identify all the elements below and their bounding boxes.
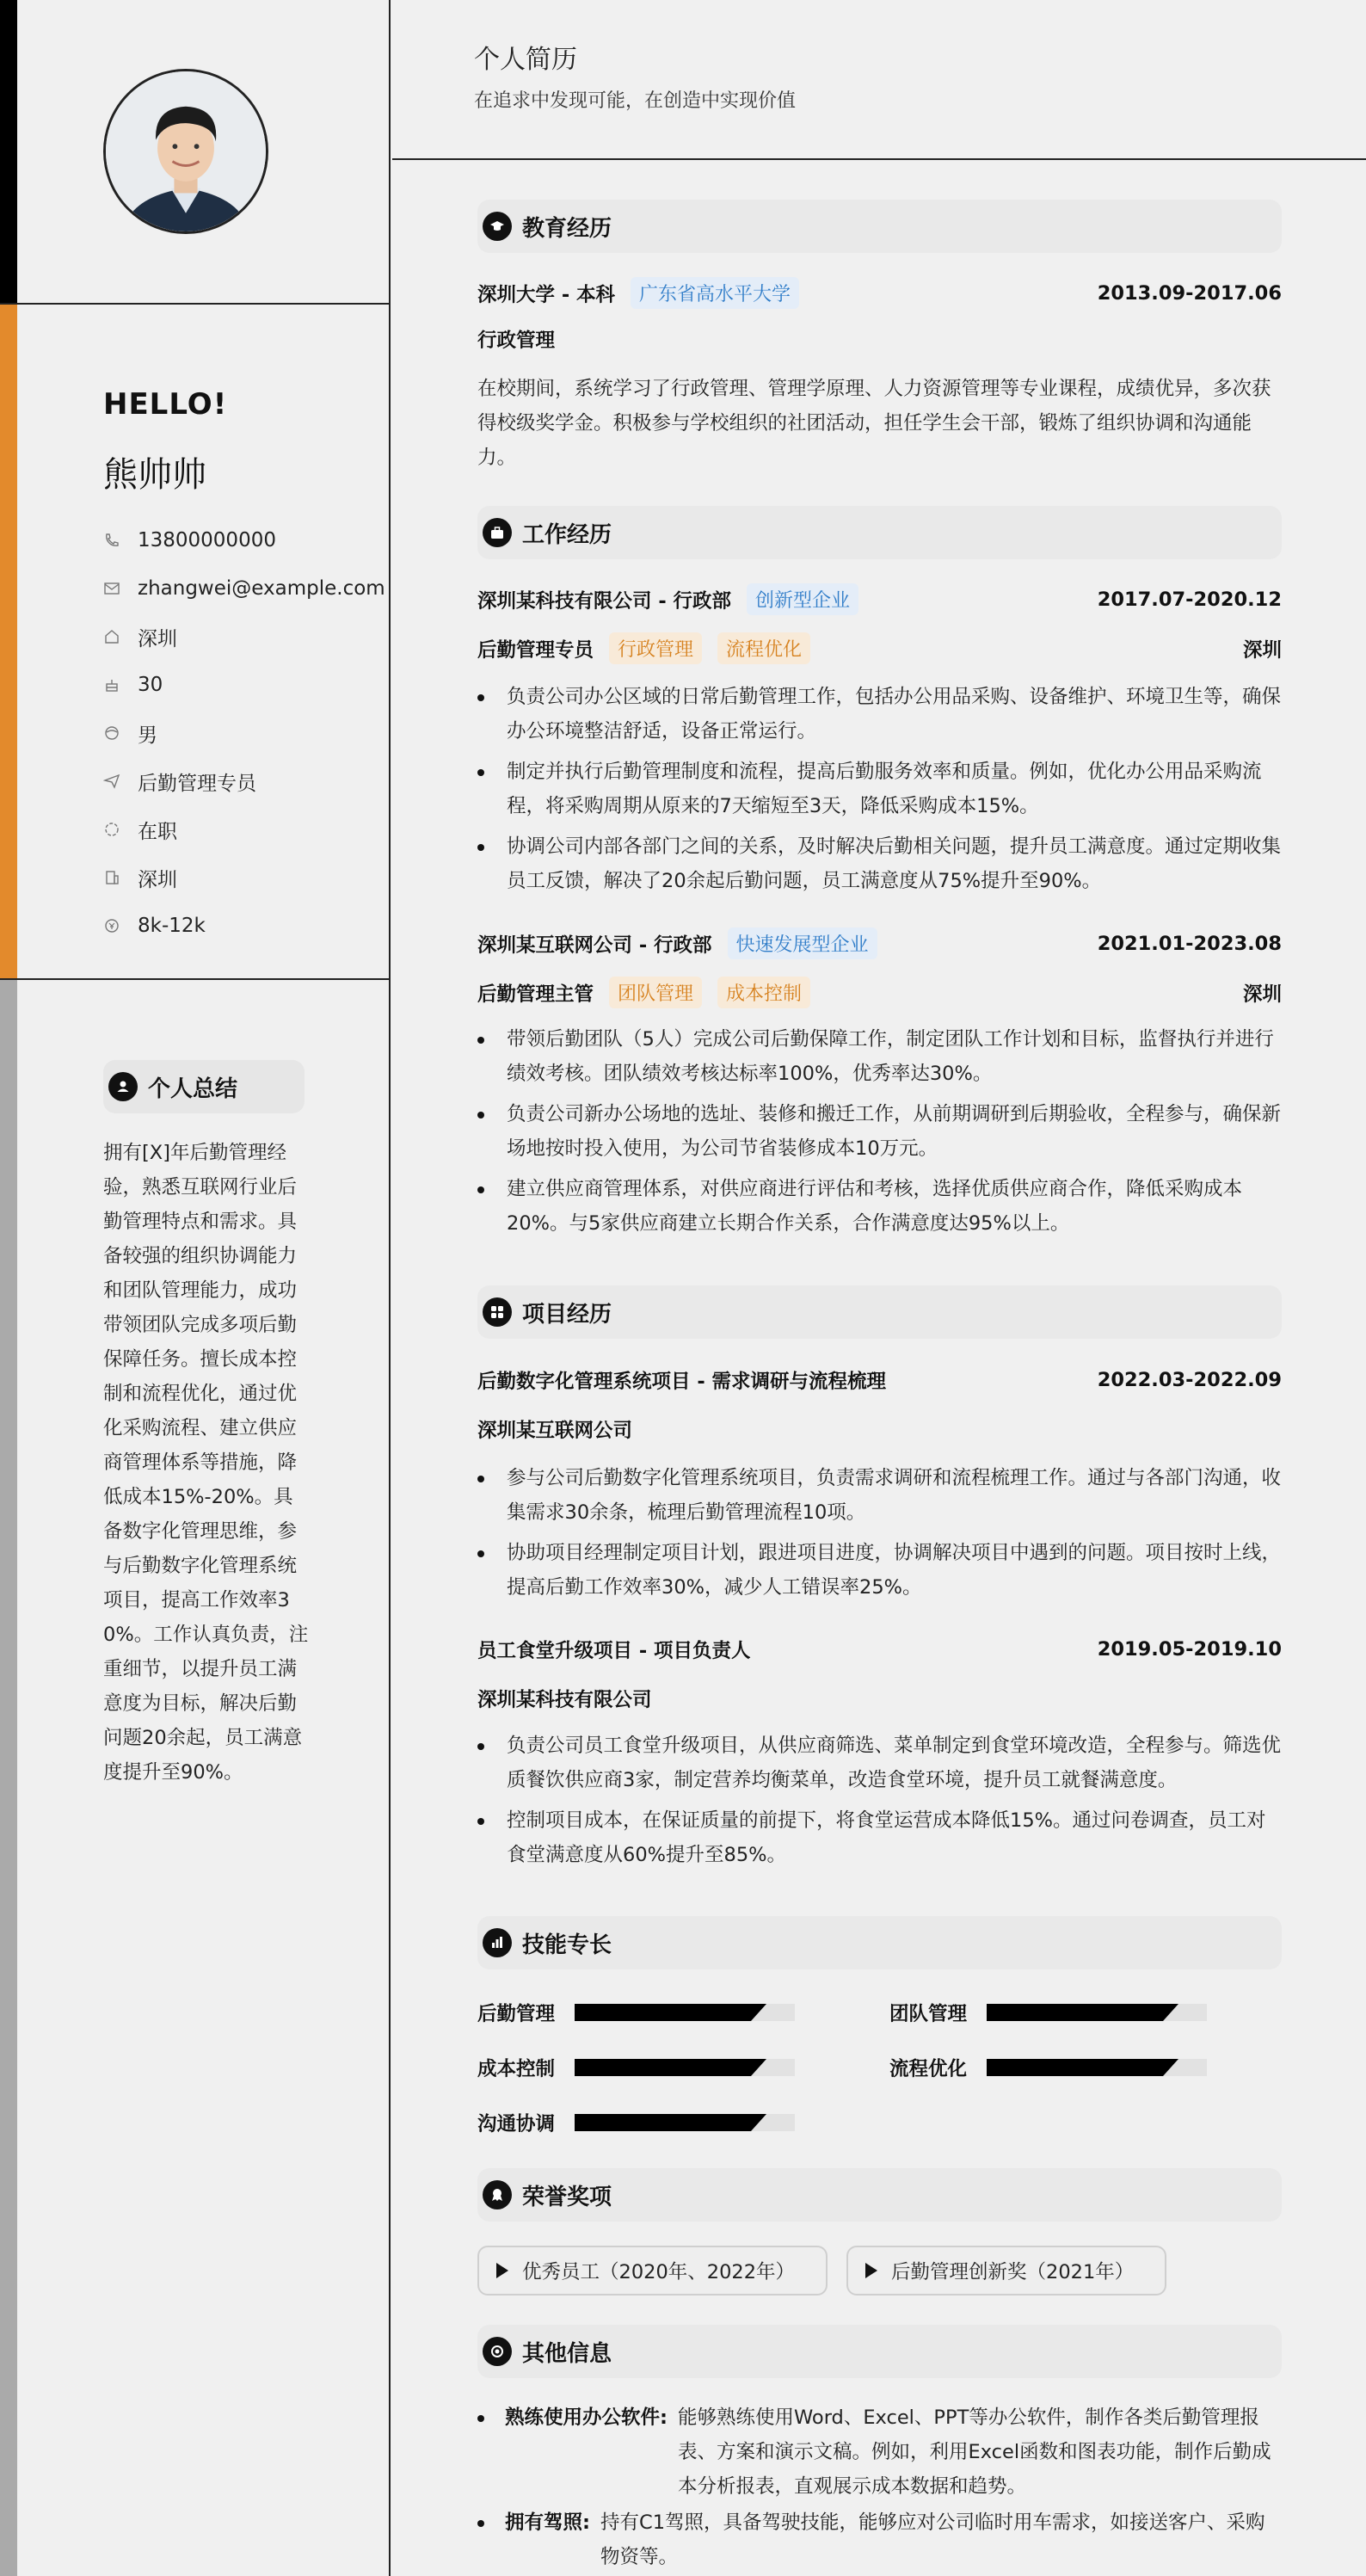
list-item: 带领后勤团队（5人）完成公司后勤保障工作，制定团队工作计划和目标，监督执行并进行绩效考核。团队绩效考核达标率100%，优秀率达30%。 bbox=[477, 1022, 1282, 1091]
education-major-row bbox=[477, 325, 1282, 353]
skill-label: 成本控制 bbox=[477, 2058, 556, 2080]
job-company-tag: 创新型企业 bbox=[747, 583, 858, 615]
triangle-icon bbox=[496, 2263, 508, 2278]
job-company: 深圳某互联网公司 - 行政部 bbox=[477, 934, 712, 957]
list-item: 负责公司办公区域的日常后勤管理工作，包括办公用品采购、设备维护、环境卫生等，确保办公环境整洁舒适，设备正常运行。 bbox=[477, 680, 1282, 749]
list-item: 负责公司员工食堂升级项目，从供应商筛选、菜单制定到食堂环境改造，全程参与。筛选优质餐饮供应商3家，制定营养均衡菜单，改造食堂环境，提升员工就餐满意度。 bbox=[477, 1729, 1282, 1797]
project-row bbox=[477, 1366, 1282, 1394]
skill-item bbox=[477, 1999, 795, 2026]
sidebar-stripe-gray bbox=[0, 980, 17, 2576]
education-school: 深圳大学 - 本科 bbox=[477, 283, 616, 306]
award-label: 后勤管理创新奖（2021年） bbox=[891, 2261, 1135, 2283]
work-heading bbox=[477, 506, 1282, 559]
building-icon bbox=[103, 869, 138, 886]
award-item bbox=[477, 2246, 828, 2296]
list-item: 控制项目成本，在保证质量的前提下，将食堂运营成本降低15%。通过问卷调查，员工对食堂满意度从60%提升至85%。 bbox=[477, 1803, 1282, 1872]
project-company-row bbox=[477, 1685, 1282, 1712]
skill-bar bbox=[987, 2059, 1207, 2076]
other-value: 持有C1驾照，具备驾驶技能，能够应对公司临时用车需求，如接送客户、采购物资等。 bbox=[600, 2511, 1265, 2568]
user-icon bbox=[108, 1072, 138, 1101]
education-major: 行政管理 bbox=[477, 330, 556, 352]
page-subtitle: 在追求中发现可能，在创造中实现价值 bbox=[474, 90, 797, 112]
work-title: 工作经历 bbox=[522, 521, 612, 548]
list-item: 参与公司后勤数字化管理系统项目，负责需求调研和流程梳理工作。通过与各部门沟通，收集需求30余条，梳理后勤管理流程10项。 bbox=[477, 1461, 1282, 1530]
send-icon bbox=[103, 773, 138, 790]
education-title: 教育经历 bbox=[522, 215, 612, 242]
job-skill-tag: 成本控制 bbox=[717, 977, 810, 1008]
info-city-text: 深圳 bbox=[138, 868, 177, 891]
job-city: 深圳 bbox=[1242, 983, 1282, 1006]
job-skill-tag: 团队管理 bbox=[609, 977, 702, 1008]
job-date: 2017.07-2020.12 bbox=[1097, 588, 1282, 611]
list-item: 协调公司内部各部门之间的关系，及时解决后勤相关问题，提升员工满意度。通过定期收集员工反馈，解决了20余起后勤问题，员工满意度从75%提升至90%。 bbox=[477, 829, 1282, 898]
page-title: 个人简历 bbox=[474, 45, 577, 75]
job-city: 深圳 bbox=[1242, 638, 1282, 662]
info-status bbox=[103, 805, 385, 854]
list-item: 建立供应商管理体系，对供应商进行评估和考核，选择优质供应商合作，降低采购成本20%。与5家供应商建立长期合作关系，合作满意度达95%以上。 bbox=[477, 1172, 1282, 1241]
job-bullets bbox=[477, 680, 1282, 904]
status-icon bbox=[103, 821, 138, 838]
badge-icon bbox=[483, 2337, 512, 2366]
sidebar-stripe-black bbox=[0, 0, 17, 305]
skill-bar bbox=[987, 2004, 1207, 2021]
sidebar bbox=[0, 0, 391, 2576]
others-list bbox=[477, 2400, 1282, 2576]
summary-heading bbox=[103, 1060, 305, 1113]
triangle-icon bbox=[865, 2263, 877, 2278]
awards-heading bbox=[477, 2168, 1282, 2222]
job-row bbox=[477, 927, 1282, 959]
summary-title: 个人总结 bbox=[148, 1075, 238, 1102]
skill-label: 团队管理 bbox=[889, 2003, 968, 2025]
skills-heading bbox=[477, 1916, 1282, 1969]
job-date: 2021.01-2023.08 bbox=[1097, 932, 1282, 955]
education-tag: 广东省高水平大学 bbox=[631, 277, 799, 309]
bar-chart-icon bbox=[483, 1928, 512, 1957]
skill-label: 流程优化 bbox=[889, 2058, 968, 2080]
list-item bbox=[477, 2505, 1282, 2574]
salary-icon bbox=[103, 917, 138, 934]
other-value: 能够熟练使用Word、Excel、PPT等办公软件，制作各类后勤管理报表、方案和演示文稿。例如，利用Excel函数和图表功能，制作后勤成本分析报表，直观展示成本数据和趋势。 bbox=[678, 2407, 1271, 2498]
skill-item bbox=[889, 1999, 1207, 2026]
list-item bbox=[477, 2400, 1282, 2504]
award-icon bbox=[483, 2180, 512, 2209]
info-position bbox=[103, 757, 385, 805]
candidate-name: 熊帅帅 bbox=[103, 455, 206, 495]
contact-info-list bbox=[103, 516, 385, 950]
projects-title: 项目经历 bbox=[522, 1301, 612, 1328]
projects-heading bbox=[477, 1285, 1282, 1339]
skill-item bbox=[889, 2054, 1207, 2081]
mail-icon bbox=[103, 580, 138, 597]
skill-bar bbox=[575, 2114, 795, 2131]
others-heading bbox=[477, 2325, 1282, 2378]
skill-label: 后勤管理 bbox=[477, 2003, 556, 2025]
skill-label: 沟通协调 bbox=[477, 2113, 556, 2135]
cake-icon bbox=[103, 676, 138, 693]
project-name: 员工食堂升级项目 - 项目负责人 bbox=[477, 1640, 751, 1662]
info-email bbox=[103, 564, 385, 613]
job-position: 后勤管理主管 bbox=[477, 983, 594, 1006]
education-heading bbox=[477, 200, 1282, 253]
info-salary-text: 8k-12k bbox=[138, 915, 206, 937]
other-key: 熟练使用办公软件: bbox=[505, 2407, 668, 2429]
job-bullets bbox=[477, 1022, 1282, 1247]
project-bullets bbox=[477, 1461, 1282, 1611]
project-row bbox=[477, 1636, 1282, 1663]
skill-item bbox=[477, 2109, 795, 2136]
info-position-text: 后勤管理专员 bbox=[138, 772, 256, 795]
info-city bbox=[103, 854, 385, 902]
info-status-text: 在职 bbox=[138, 820, 177, 843]
award-label: 优秀员工（2020年、2022年） bbox=[522, 2261, 796, 2283]
award-item bbox=[846, 2246, 1166, 2296]
project-date: 2022.03-2022.09 bbox=[1097, 1369, 1282, 1391]
project-bullets bbox=[477, 1729, 1282, 1878]
resume-header bbox=[392, 0, 1366, 160]
home-icon bbox=[103, 628, 138, 645]
avatar-portrait-icon bbox=[106, 71, 266, 231]
job-company-tag: 快速发展型企业 bbox=[728, 927, 877, 959]
other-key: 拥有驾照: bbox=[505, 2511, 590, 2534]
sidebar-stripe-orange bbox=[0, 305, 17, 980]
job-skill-tag: 行政管理 bbox=[609, 632, 702, 664]
sidebar-divider bbox=[0, 303, 391, 305]
info-phone bbox=[103, 516, 385, 564]
phone-icon bbox=[103, 532, 138, 549]
project-date: 2019.05-2019.10 bbox=[1097, 1638, 1282, 1661]
info-age bbox=[103, 661, 385, 709]
skill-bar bbox=[575, 2059, 795, 2076]
sidebar-divider bbox=[0, 978, 391, 980]
education-description: 在校期间，系统学习了行政管理、管理学原理、人力资源管理等专业课程，成绩优异，多次获得校级奖学金。积极参与学校组织的社团活动，担任学生会干部，锻炼了组织协调和沟通能力。 bbox=[477, 378, 1271, 469]
info-phone-text: 13800000000 bbox=[138, 529, 276, 552]
skills-title: 技能专长 bbox=[522, 1932, 612, 1958]
awards-title: 荣誉奖项 bbox=[522, 2184, 612, 2210]
info-gender-text: 男 bbox=[138, 724, 157, 747]
job-skill-tag: 流程优化 bbox=[717, 632, 810, 664]
summary-text: 拥有[X]年后勤管理经验，熟悉互联网行业后勤管理特点和需求。具备较强的组织协调能力和团队管理能力，成功带领团队完成多项后勤保障任务。擅长成本控制和流程优化，通过优化采购流程、建立供应商管理体系等措施，降低成本15%-20%。具备数字化管理思维，参与后勤数字化管理系统项目，提高工作效率30%。工作认真负责，注重细节，以提升员工满意度为目标，解决后勤问题20余起，员工满意度提升至90%。 bbox=[103, 1142, 309, 1784]
skill-item bbox=[477, 2054, 795, 2081]
avatar bbox=[103, 69, 268, 234]
info-home-text: 深圳 bbox=[138, 627, 177, 650]
education-date: 2013.09-2017.06 bbox=[1097, 281, 1282, 305]
project-company: 深圳某互联网公司 bbox=[477, 1420, 633, 1442]
briefcase-icon bbox=[483, 518, 512, 547]
info-email-text: zhangwei@example.com bbox=[138, 577, 385, 600]
info-salary bbox=[103, 902, 385, 950]
others-title: 其他信息 bbox=[522, 2340, 612, 2367]
list-item: 制定并执行后勤管理制度和流程，提高后勤服务效率和质量。例如，优化办公用品采购流程，将采购周期从原来的7天缩短至3天，降低采购成本15%。 bbox=[477, 755, 1282, 823]
grid-icon bbox=[483, 1297, 512, 1327]
graduation-cap-icon bbox=[483, 212, 512, 241]
education-row bbox=[477, 277, 1282, 309]
info-home bbox=[103, 613, 385, 661]
job-position: 后勤管理专员 bbox=[477, 638, 594, 662]
list-item: 负责公司新办公场地的选址、装修和搬迁工作，从前期调研到后期验收，全程参与，确保新场地按时投入使用，为公司节省装修成本10万元。 bbox=[477, 1097, 1282, 1166]
project-name: 后勤数字化管理系统项目 - 需求调研与流程梳理 bbox=[477, 1371, 887, 1393]
project-company-row bbox=[477, 1415, 1282, 1443]
job-company: 深圳某科技有限公司 - 行政部 bbox=[477, 589, 732, 613]
job-position-row bbox=[477, 632, 1282, 664]
job-position-row bbox=[477, 977, 1282, 1008]
hello-heading: HELLO! bbox=[103, 387, 228, 422]
job-row bbox=[477, 583, 1282, 615]
info-gender bbox=[103, 709, 385, 757]
info-age-text: 30 bbox=[138, 674, 163, 696]
gender-icon bbox=[103, 724, 138, 742]
project-company: 深圳某科技有限公司 bbox=[477, 1689, 652, 1711]
list-item: 协助项目经理制定项目计划，跟进项目进度，协调解决项目中遇到的问题。项目按时上线，提高后勤工作效率30%，减少人工错误率25%。 bbox=[477, 1536, 1282, 1605]
skill-bar bbox=[575, 2004, 795, 2021]
